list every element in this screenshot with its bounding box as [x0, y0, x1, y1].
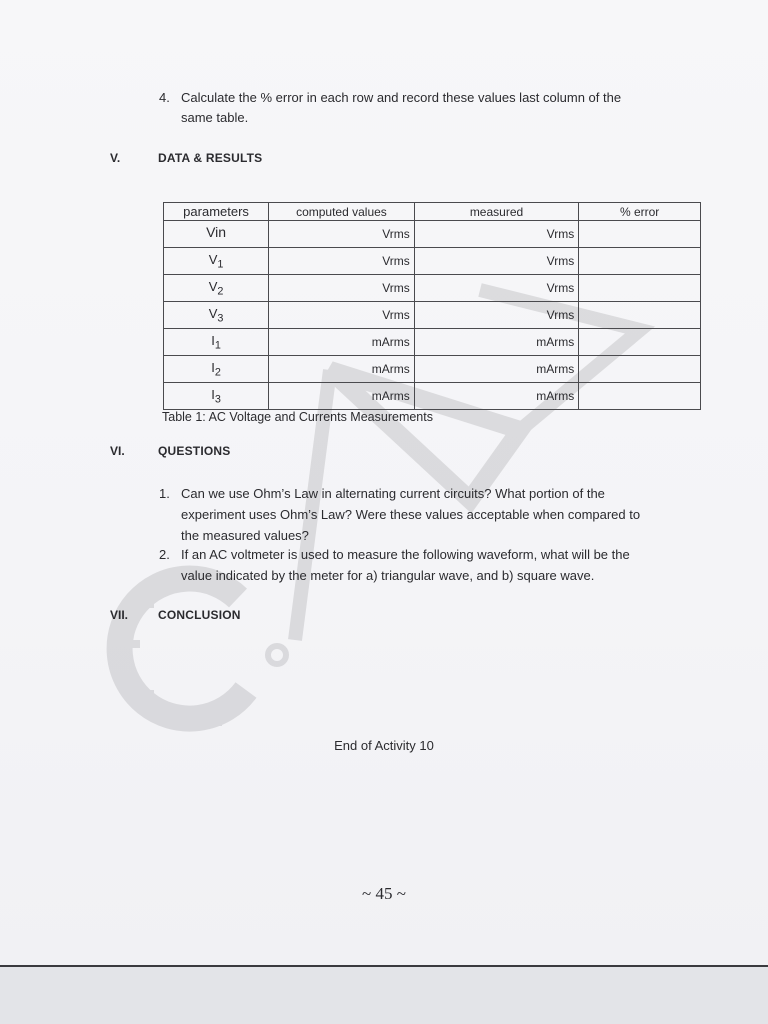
computed-cell: mArms	[269, 383, 415, 410]
table-row	[164, 383, 701, 410]
section-vii-title: CONCLUSION	[158, 608, 241, 622]
param-cell: $I_2$	[164, 356, 269, 383]
header-measured: measured	[414, 203, 578, 221]
param-cell: $V_1$	[164, 248, 269, 275]
computed-cell: Vrms	[269, 248, 415, 275]
computed-cell: mArms	[269, 356, 415, 383]
error-cell	[579, 248, 701, 275]
error-cell	[579, 302, 701, 329]
measured-cell: Vrms	[414, 302, 578, 329]
measured-cell: Vrms	[414, 221, 578, 248]
table-row	[164, 248, 701, 275]
computed-cell: Vrms	[269, 221, 415, 248]
scan-background	[0, 967, 768, 1024]
measured-cell: mArms	[414, 356, 578, 383]
question-line: experiment uses Ohm’s Law? Were these values acceptable when compared to	[181, 507, 641, 522]
results-table	[163, 202, 701, 410]
measured-cell: mArms	[414, 329, 578, 356]
page-number: ~ 45 ~	[362, 884, 406, 903]
param-cell: $V_3$	[164, 302, 269, 329]
table-caption: Table 1: AC Voltage and Currents Measurements	[162, 410, 433, 424]
header-computed-values: computed values	[269, 203, 415, 221]
param-cell: $V_2$	[164, 275, 269, 302]
question-1	[181, 483, 696, 546]
header-percent-error: % error	[579, 203, 701, 221]
table-row	[164, 329, 701, 356]
param-cell: $I_1$	[164, 329, 269, 356]
table-row	[164, 221, 701, 248]
error-cell	[579, 356, 701, 383]
question-line: the measured values?	[181, 528, 309, 543]
computed-cell: Vrms	[269, 275, 415, 302]
error-cell	[579, 275, 701, 302]
section-vii-numeral: VII.	[110, 608, 129, 622]
table-row	[164, 356, 701, 383]
section-vi-title: QUESTIONS	[158, 444, 231, 458]
instruction-number: 4.	[159, 90, 170, 105]
header-parameters: parameters	[164, 203, 269, 221]
instruction-text-line-2: same table.	[181, 110, 249, 125]
measured-cell: Vrms	[414, 275, 578, 302]
table-row	[164, 302, 701, 329]
computed-cell: mArms	[269, 329, 415, 356]
measured-cell: Vrms	[414, 248, 578, 275]
table-header-row	[164, 203, 701, 221]
error-cell	[579, 383, 701, 410]
computed-cell: Vrms	[269, 302, 415, 329]
question-number: 2.	[159, 547, 170, 562]
instruction-text-line-1: Calculate the % error in each row and record these values last column of the	[181, 90, 622, 105]
question-2	[181, 544, 696, 586]
question-line: Can we use Ohm’s Law in alternating current circuits? What portion of the	[181, 486, 605, 501]
section-vi-numeral: VI.	[110, 444, 125, 458]
param-cell: Vin	[164, 221, 269, 248]
question-number: 1.	[159, 486, 170, 501]
measured-cell: mArms	[414, 383, 578, 410]
table-row	[164, 275, 701, 302]
section-v-title: DATA & RESULTS	[158, 151, 263, 165]
end-of-activity: End of Activity 10	[334, 738, 434, 753]
section-v-numeral: V.	[110, 151, 121, 165]
question-line: value indicated by the meter for a) triangular wave, and b) square wave.	[181, 568, 595, 583]
param-cell: $I_3$	[164, 383, 269, 410]
error-cell	[579, 221, 701, 248]
error-cell	[579, 329, 701, 356]
question-line: If an AC voltmeter is used to measure the following waveform, what will be the	[181, 547, 630, 562]
